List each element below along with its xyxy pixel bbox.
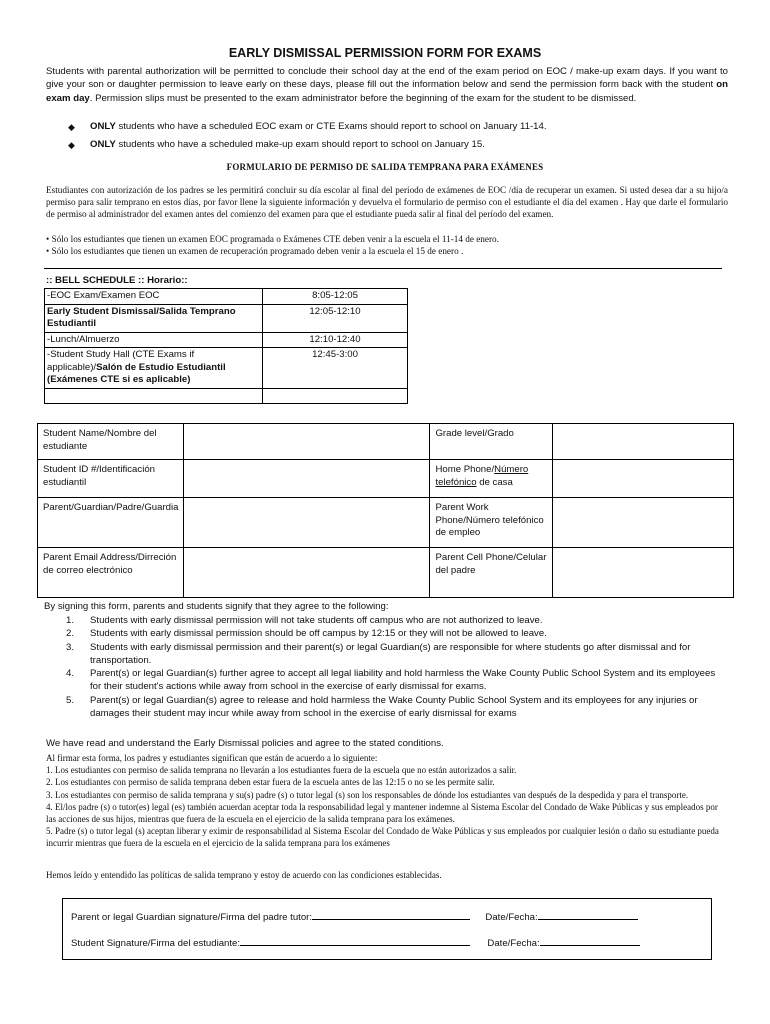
list-item: 4. El/los padre (s) o tutor(es) legal (es) también acuerdan aceptar toda la responsabilidad legal y mantener indemne al Sistema Escolar del Condado de Wake Públicas y sus empleados por las acciones de sus hijos, mientras que fuera de la escuela en el ejercicio de la salida temprana para los exámenes. <box>46 801 718 825</box>
schedule-time: 8:05-12:05 <box>263 289 408 305</box>
student-id-field[interactable] <box>184 460 430 498</box>
empty-cell <box>263 388 408 403</box>
home-phone-label: Home Phone/Número telefónico de casa <box>430 460 553 498</box>
student-date-field[interactable] <box>540 935 640 946</box>
student-id-label: Student ID #/Identificación estudiantil <box>38 460 184 498</box>
list-item: 2. Los estudiantes con permiso de salida temprana deben estar fuera de la escuela antes de las 12:15 o no se les permite salir. <box>46 777 495 788</box>
parent-email-field[interactable] <box>184 548 430 598</box>
bullet-item: ◆ ONLY students who have a scheduled EOC exam or CTE Exams should report to school on January 11-14. <box>68 118 546 136</box>
list-item: 3. Students with early dismissal permission and their parent(s) or legal Guardian(s) are responsible for where students go after dismissal and for transportation. <box>66 641 691 666</box>
spanish-bullet: • Sólo los estudiantes que tienen un examen de recuperación programado deben venir a la escuela el 15 de enero . <box>46 246 464 256</box>
schedule-period: -Student Study Hall (CTE Exams if applicable)/Salón de Estudio Estudiantil (Exámenes CTE si es aplicable) <box>45 348 263 389</box>
student-signature-field[interactable] <box>240 935 470 946</box>
student-name-label: Student Name/Nombre del estudiante <box>38 424 184 460</box>
intro-text-1: Students with parental authorization will be permitted to conclude their school day at the end of the exam period on EOC / make-up exam days. If you want to give your son or daughter permission to leave early on these days, please fill out the information below and send the permission form back with the student <box>46 66 728 91</box>
form-title: EARLY DISMISSAL PERMISSION FORM FOR EXAMS <box>228 46 542 60</box>
parent-signature-row <box>71 909 638 923</box>
diamond-bullet-icon: ◆ <box>68 140 75 150</box>
table-row <box>38 424 734 460</box>
spanish-terms <box>46 752 728 850</box>
diamond-bullet-icon: ◆ <box>68 122 75 132</box>
spanish-title: FORMULARIO DE PERMISO DE SALIDA TEMPRANA PARA EXÁMENES <box>226 162 544 172</box>
table-row <box>45 388 408 403</box>
parent-signature-label: Parent or legal Guardian signature/Firma del padre tutor: <box>71 912 313 923</box>
divider <box>44 268 722 269</box>
list-item: 1. Los estudiantes con permiso de salida temprana no llevarán a los estudiantes fuera de la escuela que no están autorizados a salir. <box>46 765 517 776</box>
schedule-time: 12:10-12:40 <box>263 332 408 348</box>
agreement-statement: We have read and understand the Early Dismissal policies and agree to the stated conditions. <box>46 738 444 749</box>
intro-bold: on exam day <box>46 79 728 104</box>
signature-box <box>62 898 712 960</box>
terms-list <box>66 614 726 720</box>
schedule-time: 12:05-12:10 <box>263 304 408 332</box>
student-signature-row <box>71 935 640 949</box>
signing-intro: By signing this form, parents and students signify that they agree to the following: <box>44 601 389 612</box>
spanish-bullet: • Sólo los estudiantes que tienen un examen EOC programada o Exámenes CTE deben venir a la escuela el 11-14 de enero. <box>46 234 499 244</box>
parent-date-label: Date/Fecha: <box>485 912 538 923</box>
schedule-period: -Lunch/Almuerzo <box>45 332 263 348</box>
parent-name-label: Parent/Guardian/Padre/Guardia <box>38 498 184 548</box>
bell-schedule-heading: :: BELL SCHEDULE :: Horario:: <box>46 275 188 286</box>
spanish-intro: Estudiantes con autorización de los padres se les permitirá concluir su día escolar al final del período de exámenes de EOC /día de recuperar un examen. Si usted desea dar a su hijo/a permiso para salir temprano en estos días, por favor llene la siguiente información y devuelva el formulario de permiso con el estudiante el día del examen . Hay que darle el formulario de permiso al administrador del examen antes del comienzo del examen para que el estudiante pueda salir al final del período del examen. <box>46 185 728 220</box>
list-item: 3. Los estudiantes con permiso de salida temprana y su(s) padre (s) o tutor legal (s) son los responsables de dónde los estudiantes van después de la despedida y para el transporte. <box>46 789 689 800</box>
schedule-time: 12:45-3:00 <box>263 348 408 389</box>
table-row <box>38 460 734 498</box>
table-row <box>45 332 408 348</box>
student-info-table <box>37 423 734 598</box>
empty-cell <box>45 388 263 403</box>
grade-level-label: Grade level/Grado <box>430 424 553 460</box>
list-item: 5. Padre (s) o tutor legal (s) aceptan liberar y eximir de responsabilidad al Sistema Escolar del Condado de Wake Públicas y sus empleados por cualquier lesión o daño su estudiante pueda incurrir mientras que fuera de la escuela en el ejercicio de la salida temprana para los exámenes <box>46 826 719 849</box>
intro-text-2: . Permission slips must be presented to the exam administrator before the beginning of the exam for the student to be dismissed. <box>89 92 637 104</box>
spanish-agreement-statement: Hemos leído y entendido las políticas de salida temprano y estoy de acuerdo con las condiciones establecidas. <box>46 870 442 880</box>
grade-level-field[interactable] <box>553 424 734 460</box>
student-signature-label: Student Signature/Firma del estudiante: <box>71 938 241 949</box>
parent-work-phone-field[interactable] <box>553 498 734 548</box>
table-row <box>45 304 408 332</box>
list-item: 5. Parent(s) or legal Guardian(s) agree to release and hold harmless the Wake County Public School System and its employees for any injuries or damages their student may incur while away from school in the exercise of early dismissal for exams <box>66 694 698 720</box>
table-row <box>38 548 734 598</box>
list-item: 2. Students with early dismissal permission should be off campus by 12:15 or they will not be allowed to leave. <box>66 628 547 640</box>
bell-schedule-table <box>44 288 408 404</box>
table-row <box>45 348 408 389</box>
parent-work-phone-label: Parent Work Phone/Número telefónico de empleo <box>430 498 553 548</box>
table-row <box>38 498 734 548</box>
parent-cell-field[interactable] <box>553 548 734 598</box>
parent-cell-label: Parent Cell Phone/Celular del padre <box>430 548 553 598</box>
list-item: Al firmar esta forma, los padres y estudiantes significan que están de acuerdo a lo siguiente: <box>46 753 378 763</box>
parent-date-field[interactable] <box>538 909 638 920</box>
home-phone-field[interactable] <box>553 460 734 498</box>
table-row <box>45 289 408 305</box>
parent-signature-field[interactable] <box>312 909 470 920</box>
intro-paragraph <box>46 65 728 105</box>
student-date-label: Date/Fecha: <box>487 938 540 949</box>
parent-name-field[interactable] <box>184 498 430 548</box>
bullet-item: ◆ ONLY students who have a scheduled make-up exam should report to school on January 15. <box>68 136 546 154</box>
parent-email-label: Parent Email Address/Dirreción de correo electrónico <box>38 548 184 598</box>
schedule-period: Early Student Dismissal/Salida Temprano Estudiantil <box>45 304 263 332</box>
schedule-period: -EOC Exam/Examen EOC <box>45 289 263 305</box>
list-item: 1. Students with early dismissal permission will not take students off campus who are not authorized to leave. <box>66 615 543 626</box>
exam-day-bullets <box>68 118 546 154</box>
list-item: 4. Parent(s) or legal Guardian(s) further agree to accept all legal liability and hold harmless the Wake County Public School System and its employees for their student's actions while away from school in the exercise of early dismissal for exams. <box>66 668 716 693</box>
student-name-field[interactable] <box>184 424 430 460</box>
